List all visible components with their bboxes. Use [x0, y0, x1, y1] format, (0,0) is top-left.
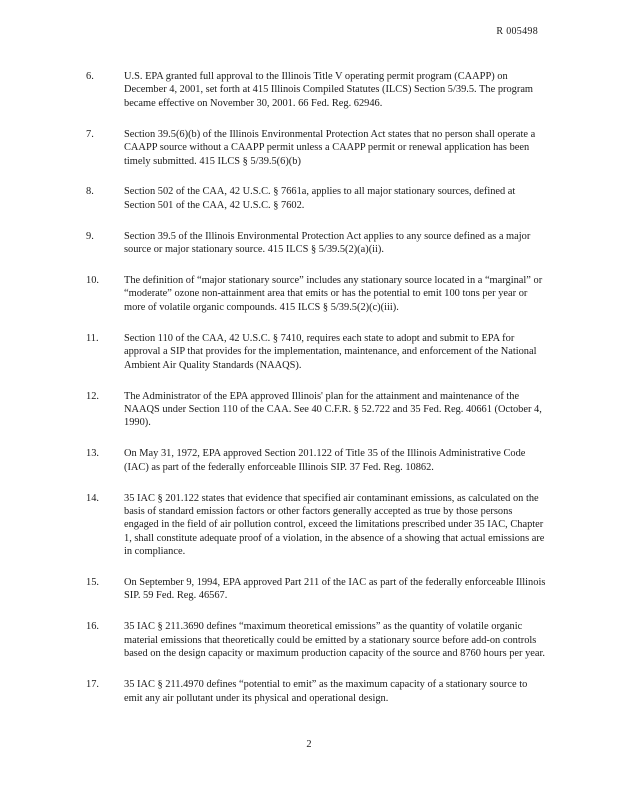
paragraph-text: On September 9, 1994, EPA approved Part 211 of the IAC as part of the federally enforceable Illinois SIP. 59 Fed. Reg. 46567. — [124, 577, 546, 602]
paragraph-text: On May 31, 1972, EPA approved Section 201.122 of Title 35 of the Illinois Administrative Code (IAC) as part of the federally enforceable Illinois SIP. 37 Fed. Reg. 10862. — [124, 448, 526, 473]
paragraph-13 — [86, 447, 546, 474]
paragraph-7 — [86, 128, 546, 168]
paragraph-text: Section 110 of the CAA, 42 U.S.C. § 7410, requires each state to adopt and submit to EPA for approval a SIP that provides for the implementation, maintenance, and enforcement of the National Ambient Air Quality Standards (NAAQS). — [124, 332, 537, 371]
paragraph-9 — [86, 230, 546, 257]
paragraph-number: 6. — [86, 71, 94, 82]
paragraph-11 — [86, 332, 546, 372]
paragraph-number: 13. — [86, 448, 99, 460]
paragraph-text: The definition of “major stationary source” includes any stationary source located in a “marginal” or “moderate” ozone non-attainment area that emits or has the potential to emit 100 tons per year or more of volatile organic compounds. 415 ILCS § 5/39.5(2)(c)(iii). — [124, 275, 543, 313]
paragraph-6 — [86, 70, 546, 110]
paragraph-number: 15. — [86, 577, 99, 589]
paragraph-number: 11. — [86, 332, 99, 344]
paragraph-number: 9. — [86, 230, 94, 242]
paragraph-10 — [86, 274, 546, 314]
paragraph-text: Section 39.5 of the Illinois Environmental Protection Act applies to any source defined as a major source or major stationary source. 415 ILCS § 5/39.5(2)(a)(ii). — [124, 230, 531, 256]
paragraph-17 — [86, 678, 546, 705]
paragraph-16 — [86, 620, 546, 660]
paragraph-text: Section 39.5(6)(b) of the Illinois Environmental Protection Act states that no person shall operate a CAAPP source without a CAAPP permit unless a CAAPP permit or renewal application has been timely submitted. 415 ILCS § 5/39.5(6)(b) — [124, 128, 536, 167]
paragraph-text: 35 IAC § 211.3690 defines “maximum theoretical emissions” as the quantity of volatile organic material emissions that theoretically could be emitted by a stationary source before add-on controls based on the design capacity or maximum production capacity of the source and 8760 hours per year. — [124, 621, 545, 660]
numbered-paragraph-list — [86, 70, 546, 722]
paragraph-number: 7. — [86, 128, 94, 140]
paragraph-number: 17. — [86, 679, 99, 691]
page-number: 2 — [306, 739, 312, 750]
paragraph-text: 35 IAC § 201.122 states that evidence that specified air contaminant emissions, as calculated on the basis of standard emission factors or other factors generally accepted as true by those persons engaged in the field of air pollution control, exceed the limitations prescribed under 35 IAC, Chapter 1, shall constitute adequate proof of a violation, in the absence of a showing that actual emissions are in compliance. — [124, 492, 545, 558]
paragraph-number: 12. — [86, 390, 99, 402]
paragraph-text: The Administrator of the EPA approved Illinois' plan for the attainment and maintenance of the NAAQS under Section 110 of the CAA. See 40 C.F.R. § 52.722 and 35 Fed. Reg. 40661 (October 4, 1990). — [124, 390, 542, 429]
paragraph-text: Section 502 of the CAA, 42 U.S.C. § 7661a, applies to all major stationary sources, defined at Section 501 of the CAA, 42 U.S.C. § 7602. — [124, 186, 516, 211]
paragraph-number: 16. — [86, 621, 99, 633]
paragraph-number: 14. — [86, 492, 99, 504]
paragraph-15 — [86, 576, 546, 603]
paragraph-text: 35 IAC § 211.4970 defines “potential to emit” as the maximum capacity of a stationary source to emit any air pollutant under its physical and operational design. — [124, 679, 528, 704]
paragraph-12 — [86, 390, 546, 430]
paragraph-number: 8. — [86, 186, 94, 198]
paragraph-8 — [86, 185, 546, 212]
paragraph-number: 10. — [86, 275, 99, 287]
paragraph-14 — [86, 492, 546, 559]
bates-number: R 005498 — [496, 26, 538, 37]
paragraph-text: U.S. EPA granted full approval to the Illinois Title V operating permit program (CAAPP) on December 4, 2001, set forth at 415 Illinois Compiled Statutes (ILCS) Section 5/39.5. The program became effective on November 30, 2001. 66 Fed. Reg. 62946. — [124, 71, 534, 109]
